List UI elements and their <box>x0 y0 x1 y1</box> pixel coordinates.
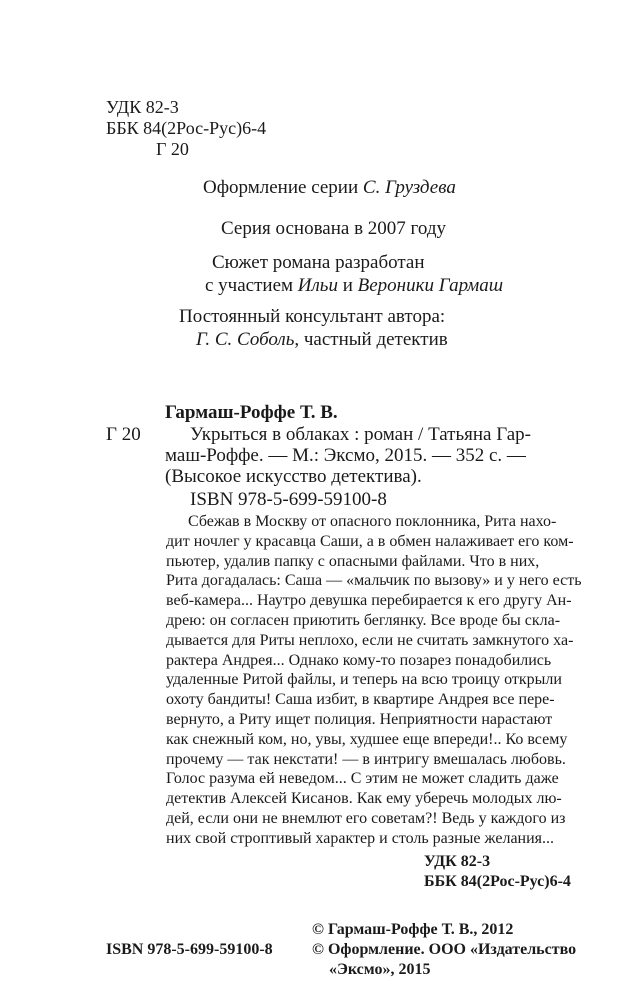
copyright-author: © Гармаш-Роффе Т. В., 2012 <box>312 921 514 938</box>
plot-and: и <box>342 275 353 296</box>
catalog-mark: Г 20 <box>106 424 141 445</box>
annotation-line: дей, если они не внемлют его советам?! Ведь у каждого из <box>166 809 566 827</box>
annotation-line: дрею: он согласен приютить беглянку. Все вроде бы скла- <box>166 611 561 629</box>
annotation-bbk-code: ББК 84(2Рос-Рус)6-4 <box>424 873 571 890</box>
annotation-line: Сбежав в Москву от опасного поклонника, Рита нахо- <box>188 513 557 530</box>
annotation-line: вернуто, а Риту ищет полиция. Неприятности нарастают <box>166 710 553 728</box>
annotation-line: веб-камера... Наутро девушка перебирается к его другу Ан- <box>166 592 572 610</box>
series-design-credit <box>203 176 456 200</box>
udk-code: УДК 82-3 <box>106 97 179 117</box>
annotation-line: как снежный ком, но, увы, худшее еще впереди!.. Ко всему <box>166 730 568 748</box>
catalog-description-line-3: (Высокое искусство детектива). <box>165 466 422 487</box>
plot-credit-line1: Сюжет романа разработан <box>212 252 425 273</box>
annotation-line: охоту бандиты! Саша избит, в квартире Андрея все пере- <box>166 691 555 709</box>
annotation-line: Рита догадалась: Саша — «мальчик по вызову» и у него есть <box>166 572 582 590</box>
catalog-author: Гармаш-Роффе Т. В. <box>165 402 338 423</box>
series-design-name: С. Груздева <box>362 177 456 198</box>
footer-isbn: ISBN 978-5-699-59100-8 <box>106 941 273 958</box>
consultant-label: Постоянный консультант автора: <box>179 306 446 327</box>
annotation-line: детектив Алексей Кисанов. Как ему уберечь молодых лю- <box>166 790 562 808</box>
annotation <box>166 512 582 849</box>
plot-name-1: Ильи <box>297 275 338 296</box>
catalog-description-line-2: маш-Роффе. — М.: Эксмо, 2015. — 352 с. — <box>165 445 526 466</box>
author-mark: Г 20 <box>156 139 189 159</box>
annotation-line: Голос разума ей неведом... С этим не может сладить даже <box>166 770 559 788</box>
bbk-code: ББК 84(2Рос-Рус)6-4 <box>106 118 267 138</box>
annotation-line: рактера Андрея... Однако кому-то позарез понадобились <box>166 651 552 669</box>
annotation-line: дит ночлег у красавца Саши, а в обмен налаживает его ком- <box>166 532 574 550</box>
consultant-line <box>196 328 448 352</box>
annotation-line: них свой строптивый характер и столь разные желания... <box>166 829 555 847</box>
consultant-name: Г. С. Соболь <box>196 329 295 350</box>
series-founded: Серия основана в 2007 году <box>221 218 446 239</box>
plot-name-2: Вероники Гармаш <box>357 275 504 296</box>
copyright-design-line1: © Оформление. ООО «Издательство <box>312 941 577 958</box>
annotation-line: пьютер, удалив папку с опасными файлами. Что в них, <box>166 552 540 570</box>
plot-credit-line2 <box>205 274 503 298</box>
annotation-udk-code: УДК 82-3 <box>424 853 491 870</box>
catalog-isbn: ISBN 978-5-699-59100-8 <box>190 489 387 510</box>
consultant-role: , частный детектив <box>294 329 448 350</box>
catalog-description-line-1: Укрыться в облаках : роман / Татьяна Гар- <box>190 424 531 445</box>
series-design-label: Оформление серии <box>203 177 359 198</box>
annotation-line: прочему — так некстати! — в интригу вмешалась любовь. <box>166 750 566 768</box>
plot-prefix: с участием <box>205 275 294 296</box>
annotation-line: удаленные Ритой файлы, и теперь на всю троицу открыли <box>166 671 562 689</box>
copyright-design-line2: «Эксмо», 2015 <box>329 961 431 978</box>
annotation-line: дывается для Риты неплохо, если не считать замкнутого ха- <box>166 631 574 649</box>
